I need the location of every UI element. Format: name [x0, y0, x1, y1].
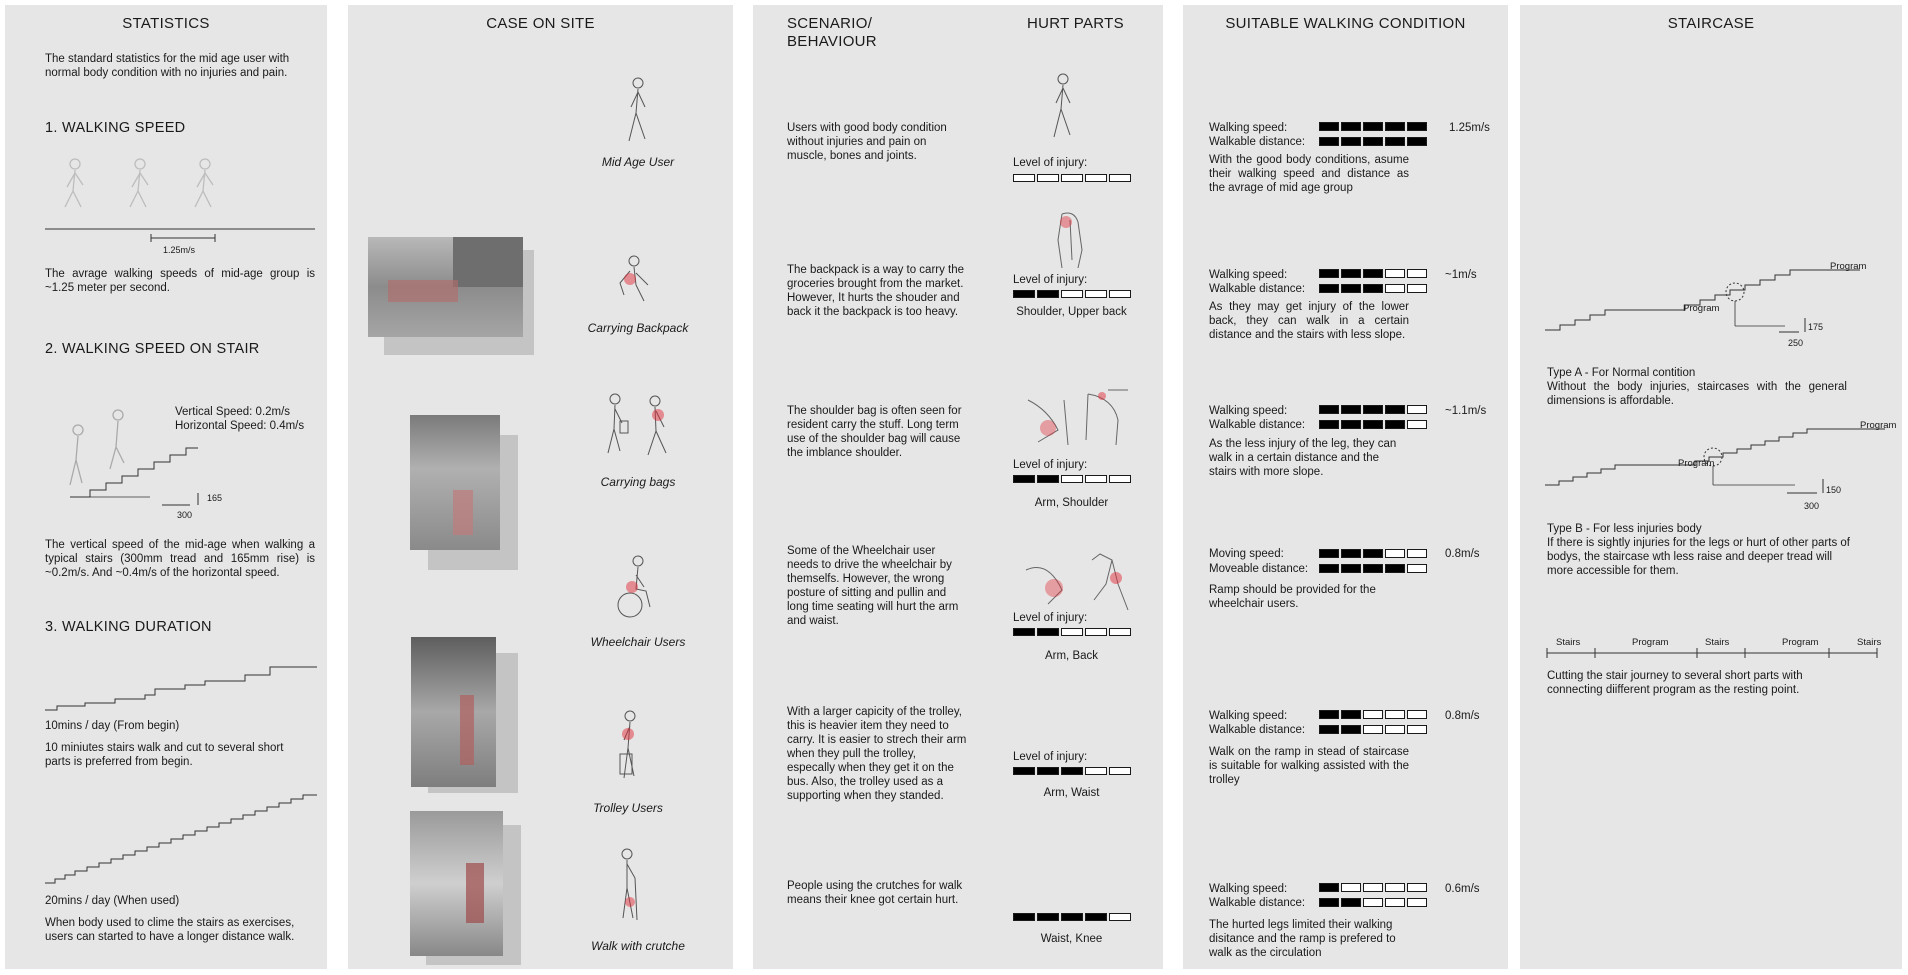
speed-label-2: Walking speed: — [1209, 405, 1288, 417]
condition-meter-cell — [1341, 883, 1361, 892]
stair-b-tread: 300 — [1804, 501, 1820, 511]
speed-meter-2 — [1319, 405, 1427, 414]
condition-meter-cell — [1407, 725, 1427, 734]
injury-level-cell — [1109, 290, 1131, 298]
trolley-red-highlight — [460, 695, 474, 765]
condition-meter-cell — [1385, 137, 1405, 146]
condition-meter-cell — [1385, 284, 1405, 293]
speed-meter-0 — [1319, 122, 1427, 131]
walking-text-5: The hurted legs limited their walking disitance and the ramp is prefered to walk as the circulation — [1209, 919, 1396, 959]
stair-a-riser: 175 — [1808, 322, 1824, 332]
walking-speed-dimension: 1.25m/s — [163, 245, 196, 255]
condition-meter-cell — [1363, 898, 1383, 907]
condition-meter-cell — [1319, 405, 1339, 414]
condition-meter-cell — [1319, 549, 1339, 558]
scenario-text-crutch: People using the crutches for walk means their knee got certain hurt. — [787, 880, 963, 906]
caption-carrying-bags: Carrying bags — [600, 475, 676, 489]
stair-a-heading: Type A - For Normal contition — [1547, 367, 1696, 379]
condition-meter-cell — [1319, 710, 1339, 719]
distance-label-4: Walkable distance: — [1209, 724, 1306, 736]
injury-level-cell — [1037, 174, 1059, 182]
condition-meter-cell — [1319, 269, 1339, 278]
tread-dimension: 300 — [177, 510, 193, 520]
condition-meter-cell — [1407, 420, 1427, 429]
injury-level-cell — [1061, 628, 1083, 636]
speed-label-5: Walking speed: — [1209, 883, 1288, 895]
injury-level-cell — [1085, 475, 1107, 483]
condition-meter-cell — [1341, 898, 1361, 907]
injury-level-cell — [1085, 290, 1107, 298]
condition-meter-cell — [1407, 898, 1427, 907]
injury-level-cell — [1037, 767, 1059, 775]
condition-meter-cell — [1319, 284, 1339, 293]
condition-meter-cell — [1407, 284, 1427, 293]
hurt-parts-5: Waist, Knee — [1040, 933, 1103, 945]
speed-meter-1 — [1319, 269, 1427, 278]
injury-level-cell — [1109, 628, 1131, 636]
condition-meter-cell — [1363, 725, 1383, 734]
statistics-panel — [5, 5, 327, 969]
injury-level-cell — [1085, 174, 1107, 182]
walking-condition-panel — [1183, 5, 1508, 969]
crutch-user-sketch — [613, 848, 643, 923]
stair-a-program-2: Program — [1830, 261, 1867, 272]
injury-level-cell — [1013, 767, 1035, 775]
duration-long-label: 20mins / day (When used) — [45, 895, 180, 907]
speed-value-1: ~1m/s — [1445, 269, 1477, 281]
condition-meter-cell — [1385, 710, 1405, 719]
condition-meter-cell — [1407, 883, 1427, 892]
statistics-title: STATISTICS — [122, 15, 210, 32]
injury-level-cell — [1061, 290, 1083, 298]
speed-label-0: Walking speed: — [1209, 122, 1288, 134]
journey-text: Cutting the stair journey to several short parts with connecting diifferent program as the resting point. — [1547, 670, 1803, 696]
case-title: CASE ON SITE — [486, 15, 595, 32]
distance-meter-4 — [1319, 725, 1427, 734]
injury-level-cell — [1109, 174, 1131, 182]
condition-meter-cell — [1385, 420, 1405, 429]
hurt-sketch-mid-age — [1048, 73, 1078, 143]
vertical-speed: Vertical Speed: 0.2m/s — [175, 406, 291, 418]
stair-b-heading: Type B - For less injuries body — [1547, 523, 1702, 535]
hurt-sketch-backpack — [1048, 210, 1093, 270]
distance-label-0: Walkable distance: — [1209, 136, 1306, 148]
walking-speed-heading: 1. WALKING SPEED — [45, 120, 186, 136]
scenario-title-line2: BEHAVIOUR — [787, 33, 877, 50]
scenario-text-bags: The shoulder bag is often seen for resident carry the stuff. Long term use of the shoulder bag will cause the imblance shoulder. — [787, 405, 962, 459]
injury-level-cell — [1013, 913, 1035, 921]
condition-meter-cell — [1407, 405, 1427, 414]
walking-text-3: Ramp should be provided for the wheelchair users. — [1209, 584, 1376, 610]
hurt-sketch-bags — [1018, 390, 1138, 450]
scenario-text-trolley: With a larger capicity of the trolley, this is heavier item they need to carry. It is easier to strech their arm when they pull the trolley, especally when they get it on the bus. Also, the trolley used as a supporting when they standed. — [787, 706, 967, 802]
condition-meter-cell — [1319, 725, 1339, 734]
speed-value-4: 0.8m/s — [1445, 710, 1480, 722]
speed-label-4: Walking speed: — [1209, 710, 1288, 722]
journey-program-2: Program — [1782, 637, 1819, 648]
stair-a-tread: 250 — [1788, 338, 1804, 348]
injury-level-3 — [1013, 628, 1131, 636]
injury-level-cell — [1037, 290, 1059, 298]
condition-meter-cell — [1341, 284, 1361, 293]
condition-meter-cell — [1385, 405, 1405, 414]
level-label-4: Level of injury: — [1013, 751, 1088, 763]
condition-meter-cell — [1341, 564, 1361, 573]
speed-meter-3 — [1319, 549, 1427, 558]
condition-meter-cell — [1363, 549, 1383, 558]
condition-meter-cell — [1385, 725, 1405, 734]
condition-meter-cell — [1319, 137, 1339, 146]
distance-meter-3 — [1319, 564, 1427, 573]
walking-text-0: With the good body conditions, asume their walking speed and distance as the avrage of mid age group — [1209, 154, 1409, 194]
condition-meter-cell — [1319, 898, 1339, 907]
stair-b-riser: 150 — [1826, 485, 1842, 495]
injury-level-cell — [1085, 913, 1107, 921]
statistics-intro: The standard statistics for the mid age user with normal body condition with no injuries and pain. — [45, 53, 290, 79]
condition-meter-cell — [1341, 405, 1361, 414]
hurt-parts-title: HURT PARTS — [1027, 15, 1124, 32]
condition-meter-cell — [1385, 564, 1405, 573]
injury-level-cell — [1109, 913, 1131, 921]
condition-meter-cell — [1363, 883, 1383, 892]
walking-speed-text: The avrage walking speeds of mid-age group is ~1.25 meter per second. — [45, 268, 315, 294]
injury-level-cell — [1109, 475, 1131, 483]
horizontal-speed: Horizontal Speed: 0.4m/s — [175, 420, 305, 432]
condition-meter-cell — [1407, 137, 1427, 146]
crowd-red-highlight — [388, 280, 458, 302]
level-label-2: Level of injury: — [1013, 459, 1088, 471]
condition-meter-cell — [1407, 564, 1427, 573]
stair-b-text: If there is sightly injuries for the legs or hurt of other parts of bodys, the staircase wth less raise and deeper tread will more accessible for them. — [1547, 537, 1850, 577]
walking-duration-heading: 3. WALKING DURATION — [45, 619, 212, 635]
stair-b-program-2: Program — [1860, 420, 1897, 431]
injury-level-cell — [1013, 290, 1035, 298]
injury-level-cell — [1061, 913, 1083, 921]
duration-long-text: When body used to clime the stairs as exercises, users can started to have a longer distance walk. — [45, 917, 295, 943]
speed-meter-5 — [1319, 883, 1427, 892]
condition-meter-cell — [1363, 122, 1383, 131]
case-on-site-panel — [348, 5, 733, 969]
injury-level-cell — [1109, 767, 1131, 775]
scenario-text-backpack: The backpack is a way to carry the groceries brought from the market. However, It hurts the shouder and back it the backpack is too heavy. — [787, 264, 965, 318]
injury-level-cell — [1085, 767, 1107, 775]
wheelchair-user-sketch — [610, 555, 660, 620]
condition-meter-cell — [1407, 269, 1427, 278]
speed-value-0: 1.25m/s — [1449, 122, 1490, 134]
injury-level-4 — [1013, 767, 1131, 775]
scenario-panel — [753, 5, 1163, 969]
walking-condition-title: SUITABLE WALKING CONDITION — [1225, 15, 1466, 32]
duration-stair-long — [45, 795, 317, 885]
condition-meter-cell — [1363, 284, 1383, 293]
caption-wheelchair-users: Wheelchair Users — [590, 635, 686, 649]
level-label-3: Level of injury: — [1013, 612, 1088, 624]
scenario-title-line1: SCENARIO/ — [787, 15, 873, 32]
hurt-parts-2: Arm, Shoulder — [1034, 497, 1109, 509]
trolley-photo — [411, 637, 496, 787]
condition-meter-cell — [1407, 549, 1427, 558]
condition-meter-cell — [1319, 122, 1339, 131]
hurt-sketch-wheelchair — [1018, 550, 1138, 615]
walking-text-2: As the less injury of the leg, they can walk in a certain distance and the stairs with more slope. — [1209, 438, 1397, 478]
condition-meter-cell — [1341, 420, 1361, 429]
riser-dimension: 165 — [207, 493, 223, 503]
distance-label-5: Walkable distance: — [1209, 897, 1306, 909]
caption-trolley-users: Trolley Users — [593, 801, 663, 815]
injury-level-cell — [1013, 174, 1035, 182]
condition-meter-cell — [1363, 137, 1383, 146]
condition-meter-cell — [1407, 122, 1427, 131]
speed-label-1: Walking speed: — [1209, 269, 1288, 281]
condition-meter-cell — [1385, 122, 1405, 131]
distance-meter-5 — [1319, 898, 1427, 907]
caption-carrying-backpack: Carrying Backpack — [587, 321, 689, 335]
stair-a-program-1: Program — [1683, 303, 1720, 314]
staircase-panel — [1520, 5, 1902, 969]
backpack-user-sketch — [610, 255, 655, 315]
injury-level-cell — [1037, 913, 1059, 921]
distance-meter-2 — [1319, 420, 1427, 429]
journey-stairs-2: Stairs — [1705, 637, 1730, 648]
stair-b-program-1: Program — [1678, 458, 1715, 469]
walking-text-1: As they may get injury of the lower back, they can walk in a certain distance and the stairs with less slope. — [1209, 301, 1409, 341]
walking-text-4: Walk on the ramp in stead of staircase is suitable for walking assisted with the trolley — [1209, 746, 1409, 786]
injury-level-2 — [1013, 475, 1131, 483]
condition-meter-cell — [1363, 420, 1383, 429]
condition-meter-cell — [1341, 725, 1361, 734]
injury-level-cell — [1085, 628, 1107, 636]
condition-meter-cell — [1363, 710, 1383, 719]
stair-speed-heading: 2. WALKING SPEED ON STAIR — [45, 341, 260, 357]
condition-meter-cell — [1341, 549, 1361, 558]
distance-meter-0 — [1319, 137, 1427, 146]
scenario-text-mid-age: Users with good body condition without injuries and pain on muscle, bones and joints. — [787, 122, 947, 162]
condition-meter-cell — [1363, 269, 1383, 278]
caption-walk-with-crutche: Walk with crutche — [591, 939, 685, 953]
hurt-parts-4: Arm, Waist — [1043, 787, 1100, 799]
wheelchair-red-highlight — [453, 490, 473, 535]
condition-meter-cell — [1341, 122, 1361, 131]
condition-meter-cell — [1319, 883, 1339, 892]
injury-level-cell — [1037, 628, 1059, 636]
condition-meter-cell — [1341, 137, 1361, 146]
speed-value-2: ~1.1m/s — [1445, 405, 1487, 417]
hurt-parts-1: Shoulder, Upper back — [1016, 306, 1127, 318]
market-stall-photo — [453, 237, 523, 287]
duration-short-text: 10 miniutes stairs walk and cut to several short parts is preferred from begin. — [45, 742, 284, 768]
condition-meter-cell — [1341, 710, 1361, 719]
injury-level-cell — [1013, 628, 1035, 636]
distance-label-1: Walkable distance: — [1209, 283, 1306, 295]
condition-meter-cell — [1341, 269, 1361, 278]
injury-level-1 — [1013, 290, 1131, 298]
stair-speed-text: The vertical speed of the mid-age when walking a typical stairs (300mm tread and 165mm rise) is ~0.2m/s. And ~0.4m/s of the horizontal speed. — [45, 539, 315, 579]
distance-label-2: Walkable distance: — [1209, 419, 1306, 431]
injury-level-cell — [1061, 767, 1083, 775]
distance-label-3: Moveable distance: — [1209, 563, 1309, 575]
stair-a-text: Without the body injuries, staircases with the general dimensions is affordable. — [1547, 381, 1847, 407]
injury-level-cell — [1061, 475, 1083, 483]
level-label-1: Level of injury: — [1013, 274, 1088, 286]
stair-type-b-diagram — [1545, 425, 1890, 510]
condition-meter-cell — [1385, 549, 1405, 558]
condition-meter-cell — [1363, 564, 1383, 573]
condition-meter-cell — [1407, 710, 1427, 719]
bag-users-sketch — [600, 393, 680, 458]
injury-level-cell — [1037, 475, 1059, 483]
duration-stair-short — [45, 655, 317, 715]
mid-age-user-sketch — [623, 77, 653, 147]
speed-value-3: 0.8m/s — [1445, 548, 1480, 560]
speed-value-5: 0.6m/s — [1445, 883, 1480, 895]
hurt-parts-3: Arm, Back — [1044, 650, 1099, 662]
journey-program-1: Program — [1632, 637, 1669, 648]
injury-level-cell — [1013, 475, 1035, 483]
condition-meter-cell — [1385, 883, 1405, 892]
condition-meter-cell — [1319, 420, 1339, 429]
condition-meter-cell — [1385, 269, 1405, 278]
injury-level-5 — [1013, 913, 1131, 921]
walking-figures-illustration — [45, 155, 315, 245]
injury-level-0 — [1013, 174, 1131, 182]
trolley-user-sketch — [610, 710, 650, 785]
distance-meter-1 — [1319, 284, 1427, 293]
staircase-title: STAIRCASE — [1667, 15, 1755, 32]
duration-short-label: 10mins / day (From begin) — [45, 720, 180, 732]
condition-meter-cell — [1363, 405, 1383, 414]
speed-label-3: Moving speed: — [1209, 548, 1284, 560]
crutch-red-highlight — [466, 863, 484, 923]
condition-meter-cell — [1385, 898, 1405, 907]
crutch-photo — [410, 811, 503, 956]
journey-stairs-3: Stairs — [1857, 637, 1882, 648]
scenario-text-wheelchair: Some of the Wheelchair user needs to drive the wheelchair by themselfs. However, the wrong posture of sitting and pullin and long time seating will hurt the arm and waist. — [787, 545, 959, 627]
journey-stairs-1: Stairs — [1556, 637, 1581, 648]
speed-meter-4 — [1319, 710, 1427, 719]
injury-level-cell — [1061, 174, 1083, 182]
caption-mid-age-user: Mid Age User — [601, 155, 675, 169]
condition-meter-cell — [1319, 564, 1339, 573]
level-label-0: Level of injury: — [1013, 157, 1088, 169]
